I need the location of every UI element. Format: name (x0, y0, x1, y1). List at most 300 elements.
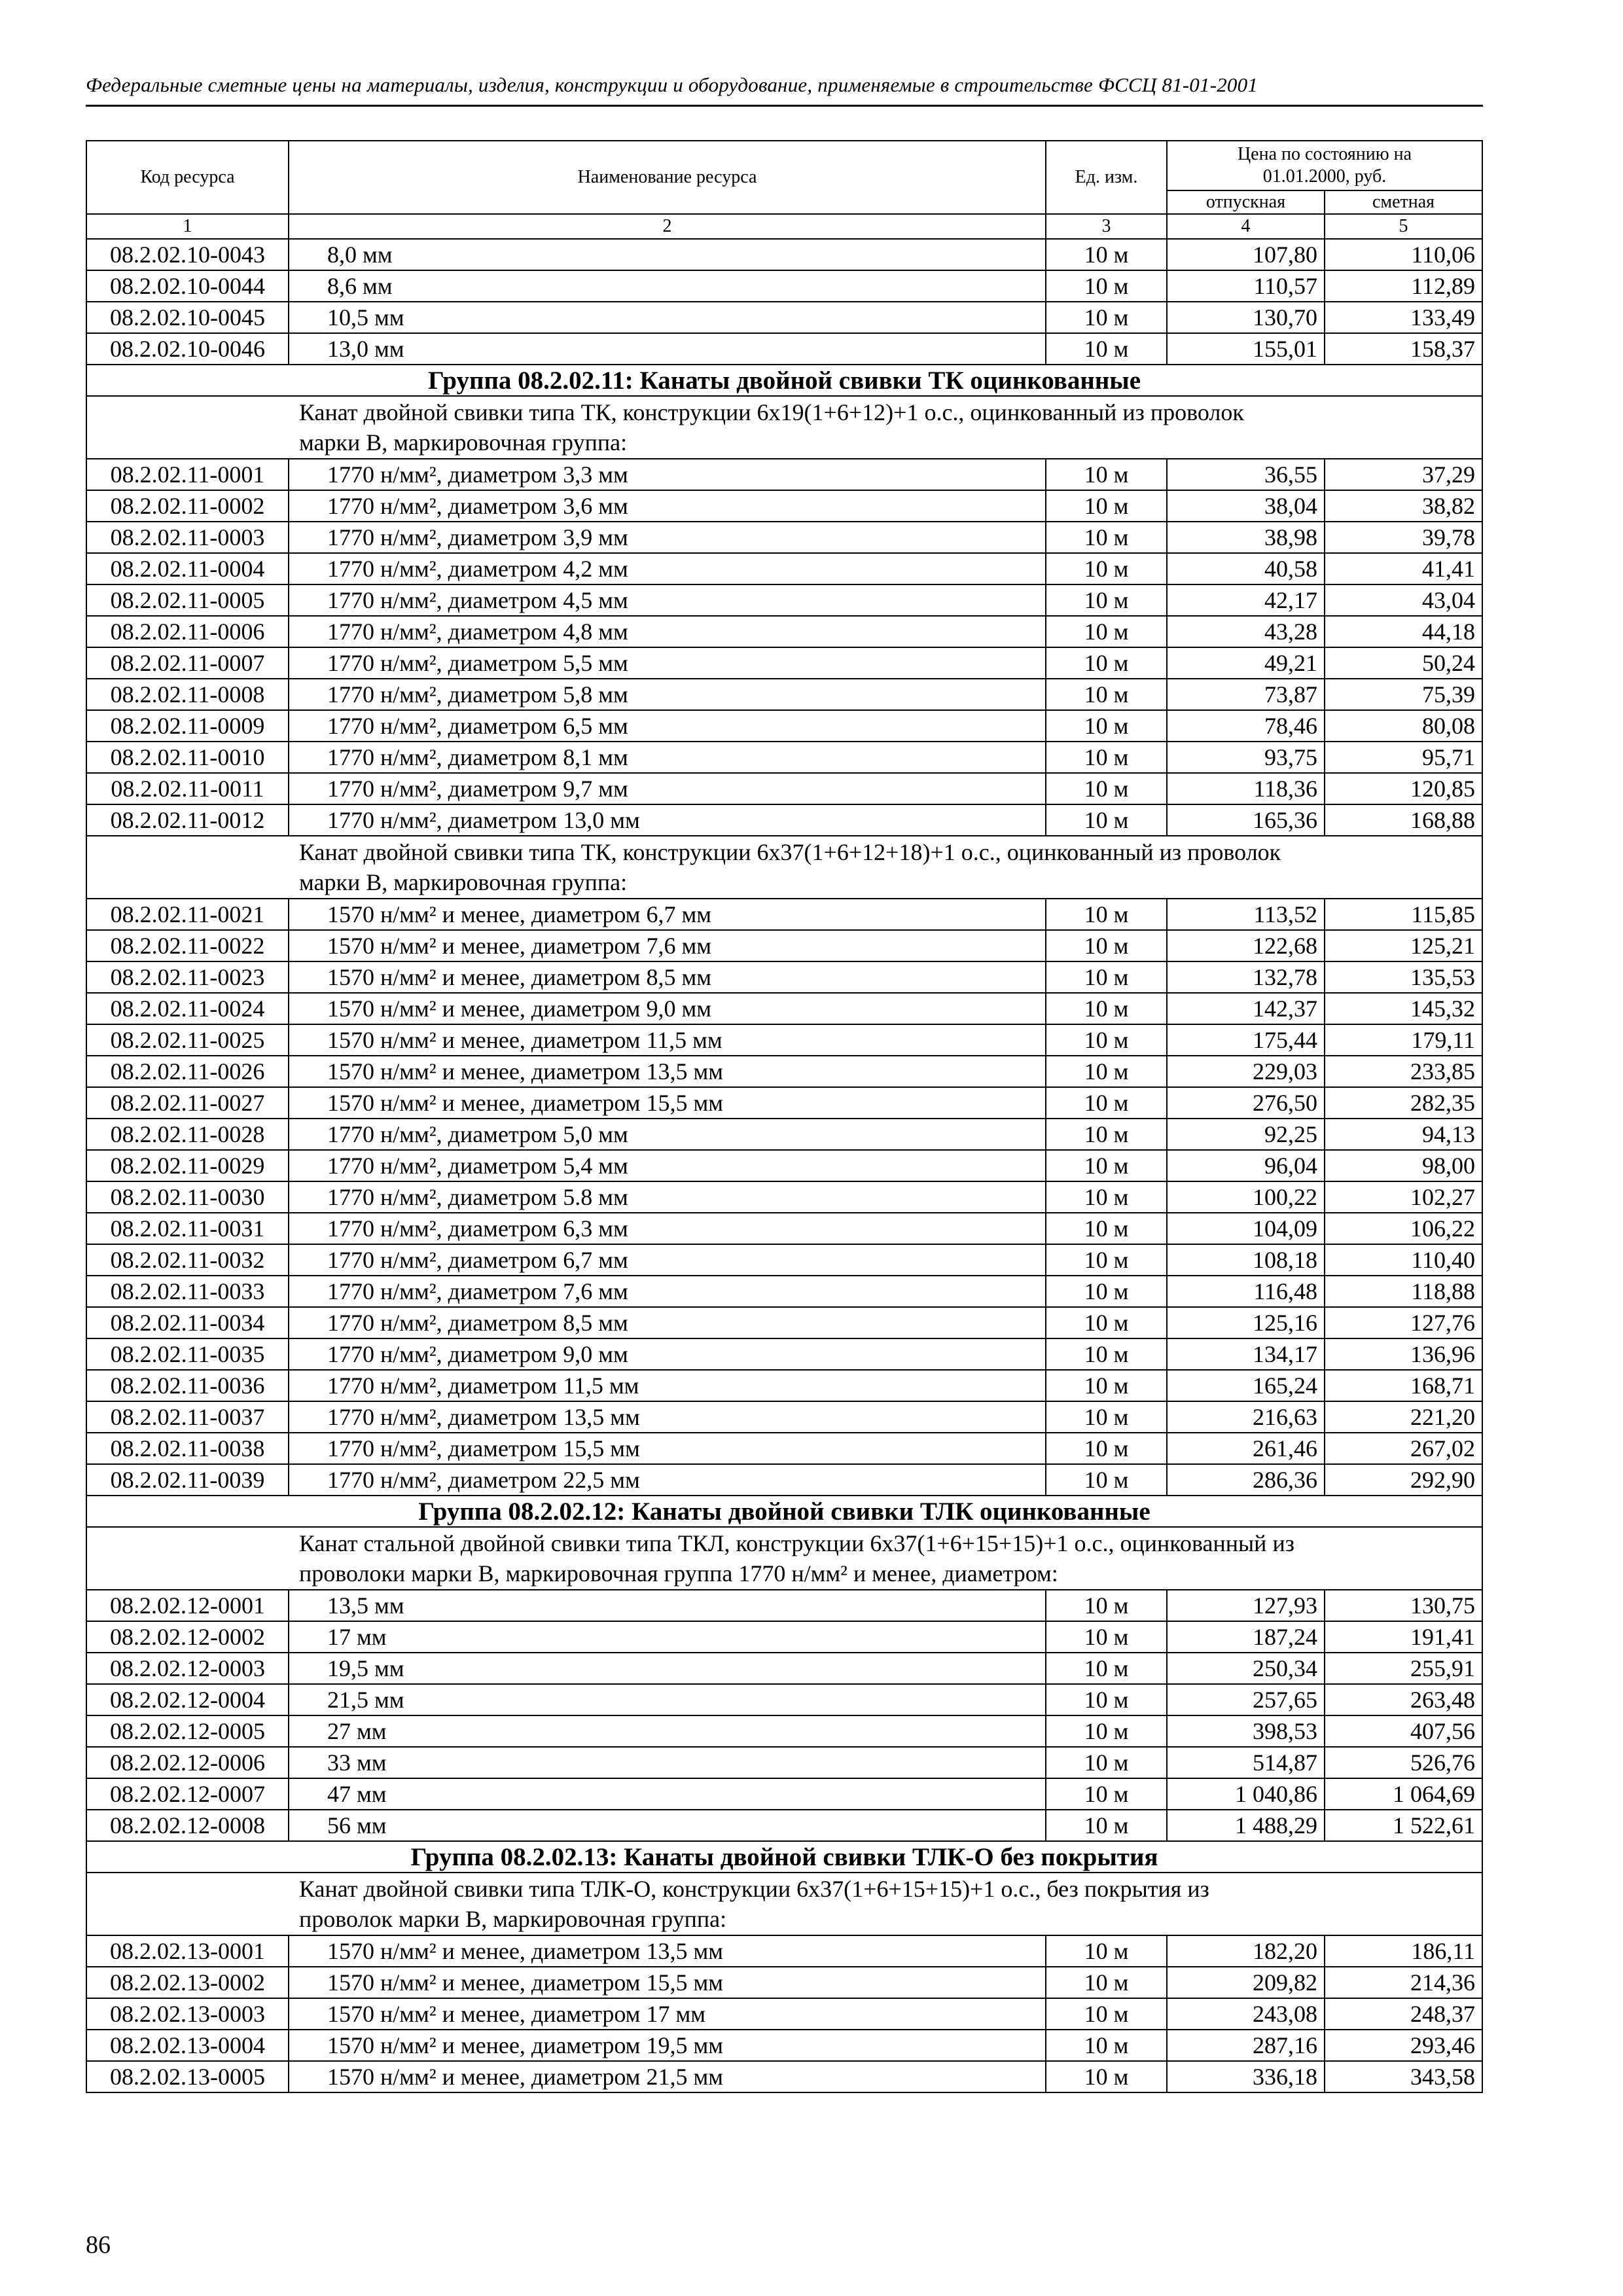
table-row (86, 710, 1482, 742)
resource-name: 1770 н/мм², диаметром 8,5 мм (289, 1307, 1046, 1338)
table-row (86, 490, 1482, 522)
table-row (86, 1747, 1482, 1778)
resource-code: 08.2.02.11-0036 (86, 1370, 289, 1401)
release-price: 165,36 (1167, 804, 1325, 836)
resource-code: 08.2.02.11-0003 (86, 522, 289, 553)
resource-name: 1770 н/мм², диаметром 22,5 мм (289, 1464, 1046, 1496)
release-price: 155,01 (1167, 333, 1325, 365)
resource-code: 08.2.02.11-0012 (86, 804, 289, 836)
unit: 10 м (1046, 1621, 1167, 1653)
group-heading: Группа 08.2.02.11: Канаты двойной свивки ТК оцинкованные (86, 365, 1482, 396)
subgroup-description (86, 1527, 1482, 1590)
unit: 10 м (1046, 1119, 1167, 1150)
resource-name: 1770 н/мм², диаметром 13,0 мм (289, 804, 1046, 836)
release-price: 229,03 (1167, 1056, 1325, 1087)
estimate-price: 125,21 (1325, 930, 1482, 961)
release-price: 49,21 (1167, 647, 1325, 679)
estimate-price: 168,88 (1325, 804, 1482, 836)
resource-name: 1770 н/мм², диаметром 4,8 мм (289, 616, 1046, 647)
unit: 10 м (1046, 710, 1167, 742)
unit: 10 м (1046, 899, 1167, 930)
resource-code: 08.2.02.12-0001 (86, 1590, 289, 1621)
resource-code: 08.2.02.11-0009 (86, 710, 289, 742)
subgroup-description (86, 396, 1482, 459)
estimate-price: 255,91 (1325, 1653, 1482, 1684)
table-row (86, 1464, 1482, 1496)
estimate-price: 110,40 (1325, 1244, 1482, 1276)
unit: 10 м (1046, 1276, 1167, 1307)
table-row (86, 584, 1482, 616)
release-price: 104,09 (1167, 1213, 1325, 1244)
unit: 10 м (1046, 773, 1167, 804)
resource-code: 08.2.02.11-0032 (86, 1244, 289, 1276)
table-row (86, 1087, 1482, 1119)
unit: 10 м (1046, 1244, 1167, 1276)
resource-code: 08.2.02.13-0005 (86, 2061, 289, 2092)
description-line: Канат двойной свивки типа ТК, конструкции 6х19(1+6+12)+1 о.с., оцинкованный из проволок (299, 399, 1244, 425)
description-line: проволоки марки В, маркировочная группа 1770 н/мм² и менее, диаметром: (299, 1560, 1058, 1587)
resource-name: 1770 н/мм², диаметром 9,7 мм (289, 773, 1046, 804)
release-price: 113,52 (1167, 899, 1325, 930)
resource-name: 1770 н/мм², диаметром 4,5 мм (289, 584, 1046, 616)
estimate-price: 120,85 (1325, 773, 1482, 804)
resource-code: 08.2.02.10-0045 (86, 302, 289, 333)
resource-name: 1770 н/мм², диаметром 5,5 мм (289, 647, 1046, 679)
estimate-price: 233,85 (1325, 1056, 1482, 1087)
release-price: 130,70 (1167, 302, 1325, 333)
estimate-price: 263,48 (1325, 1684, 1482, 1715)
unit: 10 м (1046, 1056, 1167, 1087)
resource-name: 1770 н/мм², диаметром 9,0 мм (289, 1338, 1046, 1370)
release-price: 250,34 (1167, 1653, 1325, 1684)
unit: 10 м (1046, 1998, 1167, 2030)
resource-code: 08.2.02.12-0006 (86, 1747, 289, 1778)
resource-code: 08.2.02.11-0033 (86, 1276, 289, 1307)
resource-name: 1570 н/мм² и менее, диаметром 15,5 мм (289, 1087, 1046, 1119)
unit: 10 м (1046, 1338, 1167, 1370)
resource-name: 1770 н/мм², диаметром 4,2 мм (289, 553, 1046, 584)
resource-name: 1770 н/мм², диаметром 15,5 мм (289, 1433, 1046, 1464)
estimate-price: 248,37 (1325, 1998, 1482, 2030)
table-row (86, 1119, 1482, 1150)
unit: 10 м (1046, 1684, 1167, 1715)
resource-code: 08.2.02.11-0037 (86, 1401, 289, 1433)
col-header-price: Цена по состоянию на 01.01.2000, руб. (1167, 141, 1482, 190)
estimate-price: 110,06 (1325, 239, 1482, 270)
resource-code: 08.2.02.12-0004 (86, 1684, 289, 1715)
subgroup-description (86, 1873, 1482, 1935)
estimate-price: 214,36 (1325, 1967, 1482, 1998)
table-row (86, 302, 1482, 333)
resource-name: 1570 н/мм² и менее, диаметром 8,5 мм (289, 961, 1046, 993)
resource-name: 8,0 мм (289, 239, 1046, 270)
release-price: 243,08 (1167, 1998, 1325, 2030)
unit: 10 м (1046, 1778, 1167, 1810)
col-number: 3 (1046, 214, 1167, 239)
estimate-price: 282,35 (1325, 1087, 1482, 1119)
unit: 10 м (1046, 1653, 1167, 1684)
description-line: Канат двойной свивки типа ТЛК-О, конструкции 6х37(1+6+15+15)+1 о.с., без покрытия из (299, 1876, 1209, 1902)
resource-name: 1770 н/мм², диаметром 11,5 мм (289, 1370, 1046, 1401)
subgroup-description-row (86, 836, 1482, 899)
resource-code: 08.2.02.11-0025 (86, 1024, 289, 1056)
resource-name: 1570 н/мм² и менее, диаметром 6,7 мм (289, 899, 1046, 930)
table-row (86, 1370, 1482, 1401)
estimate-price: 179,11 (1325, 1024, 1482, 1056)
table-row (86, 647, 1482, 679)
col-header-name: Наименование ресурса (289, 141, 1046, 214)
resource-code: 08.2.02.12-0008 (86, 1810, 289, 1841)
estimate-price: 191,41 (1325, 1621, 1482, 1653)
resource-name: 1570 н/мм² и менее, диаметром 17 мм (289, 1998, 1046, 2030)
unit: 10 м (1046, 1747, 1167, 1778)
resource-code: 08.2.02.13-0002 (86, 1967, 289, 1998)
release-price: 336,18 (1167, 2061, 1325, 2092)
estimate-price: 102,27 (1325, 1181, 1482, 1213)
table-row (86, 930, 1482, 961)
unit: 10 м (1046, 239, 1167, 270)
table-row (86, 899, 1482, 930)
resource-name: 17 мм (289, 1621, 1046, 1653)
unit: 10 м (1046, 1433, 1167, 1464)
release-price: 118,36 (1167, 773, 1325, 804)
release-price: 43,28 (1167, 616, 1325, 647)
estimate-price: 221,20 (1325, 1401, 1482, 1433)
resource-name: 1770 н/мм², диаметром 5,8 мм (289, 679, 1046, 710)
release-price: 127,93 (1167, 1590, 1325, 1621)
resource-name: 19,5 мм (289, 1653, 1046, 1684)
unit: 10 м (1046, 742, 1167, 773)
resource-name: 1770 н/мм², диаметром 8,1 мм (289, 742, 1046, 773)
resource-name: 1770 н/мм², диаметром 7,6 мм (289, 1276, 1046, 1307)
unit: 10 м (1046, 302, 1167, 333)
resource-name: 1770 н/мм², диаметром 6,3 мм (289, 1213, 1046, 1244)
resource-name: 21,5 мм (289, 1684, 1046, 1715)
table-row (86, 1276, 1482, 1307)
unit: 10 м (1046, 1024, 1167, 1056)
table-row (86, 522, 1482, 553)
table-row (86, 679, 1482, 710)
price-table (86, 140, 1483, 2093)
resource-code: 08.2.02.11-0022 (86, 930, 289, 961)
resource-code: 08.2.02.11-0029 (86, 1150, 289, 1181)
col-header-unit: Ед. изм. (1046, 141, 1167, 214)
group-heading-row (86, 1496, 1482, 1527)
table-row (86, 1998, 1482, 2030)
table-row (86, 1401, 1482, 1433)
release-price: 122,68 (1167, 930, 1325, 961)
estimate-price: 168,71 (1325, 1370, 1482, 1401)
release-price: 276,50 (1167, 1087, 1325, 1119)
resource-code: 08.2.02.11-0023 (86, 961, 289, 993)
table-row (86, 239, 1482, 270)
estimate-price: 44,18 (1325, 616, 1482, 647)
release-price: 36,55 (1167, 459, 1325, 490)
resource-code: 08.2.02.11-0011 (86, 773, 289, 804)
resource-code: 08.2.02.11-0034 (86, 1307, 289, 1338)
release-price: 287,16 (1167, 2030, 1325, 2061)
table-row (86, 270, 1482, 302)
unit: 10 м (1046, 1715, 1167, 1747)
group-heading: Группа 08.2.02.13: Канаты двойной свивки ТЛК-О без покрытия (86, 1841, 1482, 1873)
unit: 10 м (1046, 647, 1167, 679)
resource-code: 08.2.02.12-0002 (86, 1621, 289, 1653)
release-price: 216,63 (1167, 1401, 1325, 1433)
unit: 10 м (1046, 553, 1167, 584)
estimate-price: 41,41 (1325, 553, 1482, 584)
table-row (86, 1307, 1482, 1338)
unit: 10 м (1046, 804, 1167, 836)
resource-code: 08.2.02.11-0021 (86, 899, 289, 930)
unit: 10 м (1046, 616, 1167, 647)
resource-name: 1770 н/мм², диаметром 5,4 мм (289, 1150, 1046, 1181)
estimate-price: 136,96 (1325, 1338, 1482, 1370)
unit: 10 м (1046, 490, 1167, 522)
release-price: 182,20 (1167, 1935, 1325, 1967)
estimate-price: 127,76 (1325, 1307, 1482, 1338)
release-price: 175,44 (1167, 1024, 1325, 1056)
resource-name: 1770 н/мм², диаметром 3,9 мм (289, 522, 1046, 553)
estimate-price: 50,24 (1325, 647, 1482, 679)
unit: 10 м (1046, 1464, 1167, 1496)
release-price: 261,46 (1167, 1433, 1325, 1464)
table-row (86, 1684, 1482, 1715)
resource-code: 08.2.02.13-0001 (86, 1935, 289, 1967)
subgroup-description-row (86, 1527, 1482, 1590)
table-row (86, 1056, 1482, 1087)
resource-code: 08.2.02.11-0024 (86, 993, 289, 1024)
unit: 10 м (1046, 1401, 1167, 1433)
table-row (86, 553, 1482, 584)
resource-name: 1570 н/мм² и менее, диаметром 15,5 мм (289, 1967, 1046, 1998)
release-price: 38,98 (1167, 522, 1325, 553)
release-price: 398,53 (1167, 1715, 1325, 1747)
resource-code: 08.2.02.11-0027 (86, 1087, 289, 1119)
table-row (86, 742, 1482, 773)
table-header-row (86, 141, 1482, 190)
unit: 10 м (1046, 522, 1167, 553)
table-row (86, 1810, 1482, 1841)
estimate-price: 94,13 (1325, 1119, 1482, 1150)
col-number: 1 (86, 214, 289, 239)
unit: 10 м (1046, 1087, 1167, 1119)
resource-name: 27 мм (289, 1715, 1046, 1747)
resource-name: 1770 н/мм², диаметром 3,6 мм (289, 490, 1046, 522)
table-row (86, 1150, 1482, 1181)
resource-name: 1770 н/мм², диаметром 3,3 мм (289, 459, 1046, 490)
estimate-price: 186,11 (1325, 1935, 1482, 1967)
group-heading: Группа 08.2.02.12: Канаты двойной свивки ТЛК оцинкованные (86, 1496, 1482, 1527)
subgroup-description (86, 836, 1482, 899)
resource-code: 08.2.02.11-0039 (86, 1464, 289, 1496)
estimate-price: 130,75 (1325, 1590, 1482, 1621)
unit: 10 м (1046, 1810, 1167, 1841)
header-rule (86, 105, 1483, 107)
release-price: 116,48 (1167, 1276, 1325, 1307)
unit: 10 м (1046, 1181, 1167, 1213)
description-line: Канат двойной свивки типа ТК, конструкции 6х37(1+6+12+18)+1 о.с., оцинкованный из проволок (299, 839, 1281, 865)
table-row (86, 1244, 1482, 1276)
table-row (86, 1715, 1482, 1747)
table-row (86, 773, 1482, 804)
estimate-price: 158,37 (1325, 333, 1482, 365)
estimate-price: 43,04 (1325, 584, 1482, 616)
release-price: 125,16 (1167, 1307, 1325, 1338)
resource-name: 33 мм (289, 1747, 1046, 1778)
estimate-price: 115,85 (1325, 899, 1482, 930)
table-row (86, 1653, 1482, 1684)
col-number: 2 (289, 214, 1046, 239)
estimate-price: 1 522,61 (1325, 1810, 1482, 1841)
release-price: 40,58 (1167, 553, 1325, 584)
estimate-price: 106,22 (1325, 1213, 1482, 1244)
description-line: Канат стальной двойной свивки типа ТКЛ, конструкции 6х37(1+6+15+15)+1 о.с., оцинкованный из (299, 1530, 1294, 1556)
table-row (86, 1181, 1482, 1213)
estimate-price: 526,76 (1325, 1747, 1482, 1778)
estimate-price: 112,89 (1325, 270, 1482, 302)
table-row (86, 1338, 1482, 1370)
resource-name: 10,5 мм (289, 302, 1046, 333)
resource-name: 1570 н/мм² и менее, диаметром 7,6 мм (289, 930, 1046, 961)
resource-code: 08.2.02.11-0006 (86, 616, 289, 647)
resource-code: 08.2.02.11-0007 (86, 647, 289, 679)
release-price: 107,80 (1167, 239, 1325, 270)
resource-code: 08.2.02.10-0043 (86, 239, 289, 270)
resource-name: 1570 н/мм² и менее, диаметром 19,5 мм (289, 2030, 1046, 2061)
release-price: 42,17 (1167, 584, 1325, 616)
release-price: 100,22 (1167, 1181, 1325, 1213)
estimate-price: 293,46 (1325, 2030, 1482, 2061)
unit: 10 м (1046, 1935, 1167, 1967)
unit: 10 м (1046, 961, 1167, 993)
col-header-release-price: отпускная (1167, 190, 1325, 214)
description-line: проволок марки В, маркировочная группа: (299, 1906, 727, 1932)
resource-code: 08.2.02.11-0002 (86, 490, 289, 522)
resource-name: 47 мм (289, 1778, 1046, 1810)
table-row (86, 333, 1482, 365)
release-price: 96,04 (1167, 1150, 1325, 1181)
table-row (86, 1590, 1482, 1621)
estimate-price: 38,82 (1325, 490, 1482, 522)
estimate-price: 75,39 (1325, 679, 1482, 710)
unit: 10 м (1046, 1307, 1167, 1338)
unit: 10 м (1046, 1150, 1167, 1181)
estimate-price: 80,08 (1325, 710, 1482, 742)
resource-name: 1570 н/мм² и менее, диаметром 9,0 мм (289, 993, 1046, 1024)
release-price: 286,36 (1167, 1464, 1325, 1496)
resource-code: 08.2.02.11-0005 (86, 584, 289, 616)
table-row (86, 804, 1482, 836)
running-header: Федеральные сметные цены на материалы, изделия, конструкции и оборудование, применяемые в строительстве ФССЦ 81-01-2001 (86, 73, 1258, 96)
subgroup-description-row (86, 396, 1482, 459)
release-price: 257,65 (1167, 1684, 1325, 1715)
table-row (86, 1778, 1482, 1810)
estimate-price: 98,00 (1325, 1150, 1482, 1181)
table-row (86, 616, 1482, 647)
table-row (86, 1621, 1482, 1653)
resource-code: 08.2.02.12-0005 (86, 1715, 289, 1747)
unit: 10 м (1046, 2061, 1167, 2092)
resource-code: 08.2.02.10-0046 (86, 333, 289, 365)
estimate-price: 95,71 (1325, 742, 1482, 773)
resource-code: 08.2.02.11-0035 (86, 1338, 289, 1370)
unit: 10 м (1046, 1370, 1167, 1401)
release-price: 514,87 (1167, 1747, 1325, 1778)
resource-code: 08.2.02.12-0003 (86, 1653, 289, 1684)
table-row (86, 961, 1482, 993)
release-price: 78,46 (1167, 710, 1325, 742)
resource-code: 08.2.02.11-0026 (86, 1056, 289, 1087)
unit: 10 м (1046, 1967, 1167, 1998)
resource-name: 56 мм (289, 1810, 1046, 1841)
resource-code: 08.2.02.13-0003 (86, 1998, 289, 2030)
resource-code: 08.2.02.11-0010 (86, 742, 289, 773)
col-header-estimate-price: сметная (1325, 190, 1482, 214)
resource-name: 1570 н/мм² и менее, диаметром 21,5 мм (289, 2061, 1046, 2092)
resource-name: 1770 н/мм², диаметром 5,0 мм (289, 1119, 1046, 1150)
unit: 10 м (1046, 333, 1167, 365)
estimate-price: 145,32 (1325, 993, 1482, 1024)
resource-name: 13,5 мм (289, 1590, 1046, 1621)
release-price: 108,18 (1167, 1244, 1325, 1276)
unit: 10 м (1046, 2030, 1167, 2061)
table-row (86, 459, 1482, 490)
resource-code: 08.2.02.10-0044 (86, 270, 289, 302)
table-row (86, 2030, 1482, 2061)
resource-code: 08.2.02.11-0028 (86, 1119, 289, 1150)
resource-code: 08.2.02.11-0031 (86, 1213, 289, 1244)
estimate-price: 292,90 (1325, 1464, 1482, 1496)
col-number: 5 (1325, 214, 1482, 239)
release-price: 73,87 (1167, 679, 1325, 710)
description-line: марки В, маркировочная группа: (299, 869, 628, 895)
resource-name: 8,6 мм (289, 270, 1046, 302)
release-price: 165,24 (1167, 1370, 1325, 1401)
resource-code: 08.2.02.12-0007 (86, 1778, 289, 1810)
release-price: 38,04 (1167, 490, 1325, 522)
release-price: 1 488,29 (1167, 1810, 1325, 1841)
estimate-price: 407,56 (1325, 1715, 1482, 1747)
resource-code: 08.2.02.11-0008 (86, 679, 289, 710)
estimate-price: 135,53 (1325, 961, 1482, 993)
resource-name: 1570 н/мм² и менее, диаметром 11,5 мм (289, 1024, 1046, 1056)
table-row (86, 1213, 1482, 1244)
resource-code: 08.2.02.11-0038 (86, 1433, 289, 1464)
unit: 10 м (1046, 1590, 1167, 1621)
estimate-price: 39,78 (1325, 522, 1482, 553)
table-row (86, 1433, 1482, 1464)
estimate-price: 1 064,69 (1325, 1778, 1482, 1810)
unit: 10 м (1046, 993, 1167, 1024)
release-price: 1 040,86 (1167, 1778, 1325, 1810)
table-row (86, 2061, 1482, 2092)
estimate-price: 37,29 (1325, 459, 1482, 490)
resource-code: 08.2.02.11-0001 (86, 459, 289, 490)
resource-name: 1770 н/мм², диаметром 6,5 мм (289, 710, 1046, 742)
estimate-price: 118,88 (1325, 1276, 1482, 1307)
table-row (86, 1935, 1482, 1967)
table-row (86, 1967, 1482, 1998)
resource-code: 08.2.02.13-0004 (86, 2030, 289, 2061)
unit: 10 м (1046, 930, 1167, 961)
release-price: 209,82 (1167, 1967, 1325, 1998)
col-header-code: Код ресурса (86, 141, 289, 214)
release-price: 142,37 (1167, 993, 1325, 1024)
group-heading-row (86, 365, 1482, 396)
resource-name: 13,0 мм (289, 333, 1046, 365)
subgroup-description-row (86, 1873, 1482, 1935)
description-line: марки В, маркировочная группа: (299, 429, 628, 456)
